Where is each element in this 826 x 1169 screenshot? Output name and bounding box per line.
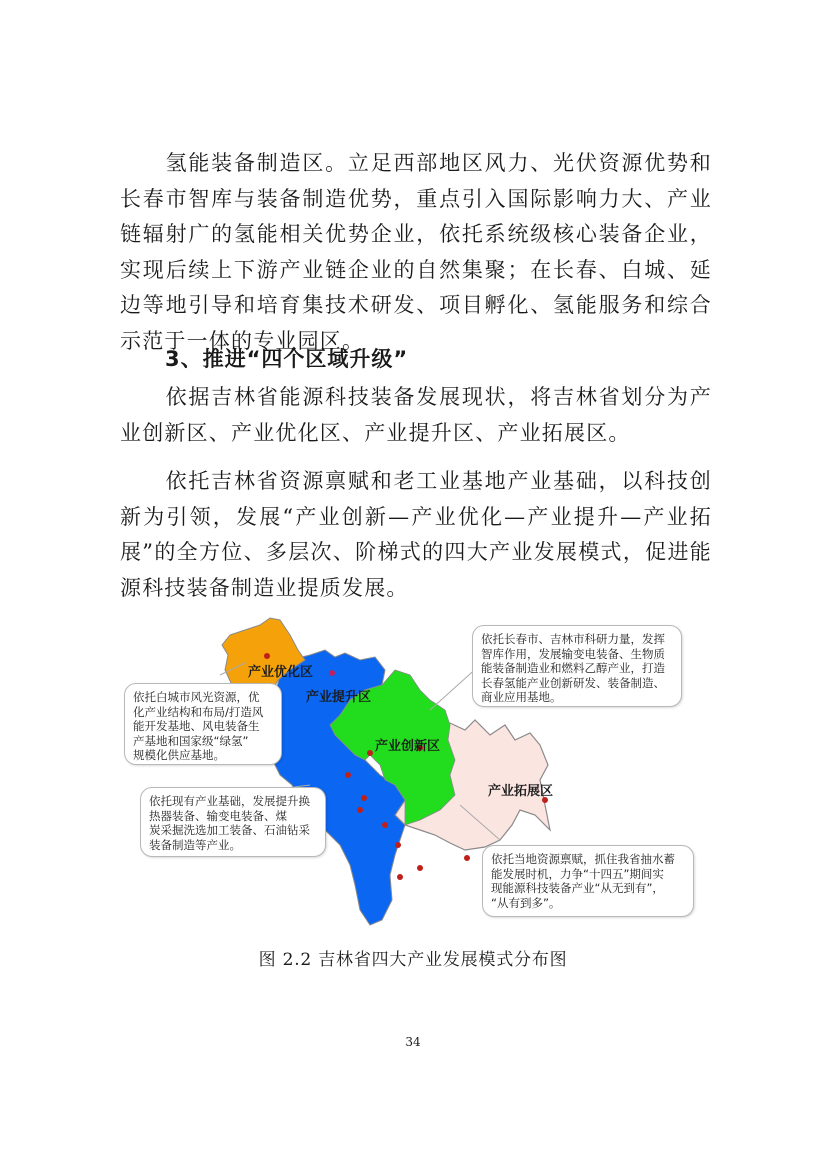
callout-line: 商业应用基地。 xyxy=(481,690,562,704)
callout-line: 依托白城市风光资源，优 xyxy=(133,690,260,704)
section-heading: 3、推进“四个区域升级” xyxy=(165,347,409,371)
paragraph-text: 依托吉林省资源禀赋和老工业基地产业基础，以科技创新为引领，发展“产业创新—产业优化—产业提升—产业拓展”的全方位、多层次、阶梯式的四大产业发展模式，促进能源科技装备制造业提质发展。 xyxy=(120,469,712,600)
callout-line: 产基地和国家级“绿氢” xyxy=(133,733,249,748)
paragraph-zone-division xyxy=(120,380,712,451)
callout-line: 装备制造等产业。 xyxy=(149,837,241,852)
paragraph-hydrogen-zone xyxy=(120,146,712,359)
callout-line: 能发展时机，力争“十四五”期间实 xyxy=(491,866,664,881)
callout-line: 现能源科技装备产业“从无到有”， xyxy=(491,881,664,895)
callout-line: 规模化供应基地。 xyxy=(133,748,225,762)
callout-line: “从有到多”。 xyxy=(491,895,561,910)
callout-line: 热器装备、输变电装备、煤 xyxy=(149,808,287,823)
callout-expansion-zone xyxy=(482,845,694,917)
jilin-industry-map-figure xyxy=(120,615,720,935)
callout-line: 长春氢能产业创新研发、装备制造、 xyxy=(481,675,665,690)
paragraph-text: 氢能装备制造区。立足西部地区风力、光伏资源优势和长春市智库与装备制造优势，重点引入国际影响力大、产业链辐射广的氢能相关优势企业，依托系统级核心装备企业，实现后续上下游产业链企业的自然集聚；在长春、白城、延边等地引导和培育集技术研发、项目孵化、氢能服务和综合示范于一体的专业园区。 xyxy=(120,151,712,353)
callout-upgrade-zone xyxy=(140,787,326,857)
callout-optimization-zone xyxy=(124,683,282,765)
callout-line: 依托当地资源禀赋，抓住我省抽水蓄 xyxy=(491,852,675,866)
paragraph-development-model xyxy=(120,464,712,606)
label-upgrade-zone: 产业提升区 xyxy=(306,690,372,705)
label-expansion-zone: 产业拓展区 xyxy=(488,784,554,799)
label-innovation-zone: 产业创新区 xyxy=(375,739,441,754)
callout-line: 能装备制造业和燃料乙醇产业，打造 xyxy=(481,661,665,675)
figure-caption: 图 2.2 吉林省四大产业发展模式分布图 xyxy=(258,950,568,970)
label-optimization-zone: 产业优化区 xyxy=(248,665,314,680)
callout-line: 智库作用，发展输变电装备、生物质 xyxy=(481,646,665,661)
callout-line: 依托现有产业基础，发展提升换 xyxy=(149,794,310,808)
callout-innovation-zone xyxy=(472,625,682,707)
paragraph-text: 依据吉林省能源科技装备发展现状，将吉林省划分为产业创新区、产业优化区、产业提升区、产业拓展区。 xyxy=(120,385,712,445)
callout-line: 能开发基地、风电装备生 xyxy=(133,719,260,733)
callout-line: 依托长春市、吉林市科研力量，发挥 xyxy=(481,632,665,646)
callout-line: 炭采掘洗选加工装备、石油钻采 xyxy=(149,823,310,837)
page-number: 34 xyxy=(405,1035,421,1049)
callout-line: 化产业结构和布局/打造风 xyxy=(133,704,264,719)
